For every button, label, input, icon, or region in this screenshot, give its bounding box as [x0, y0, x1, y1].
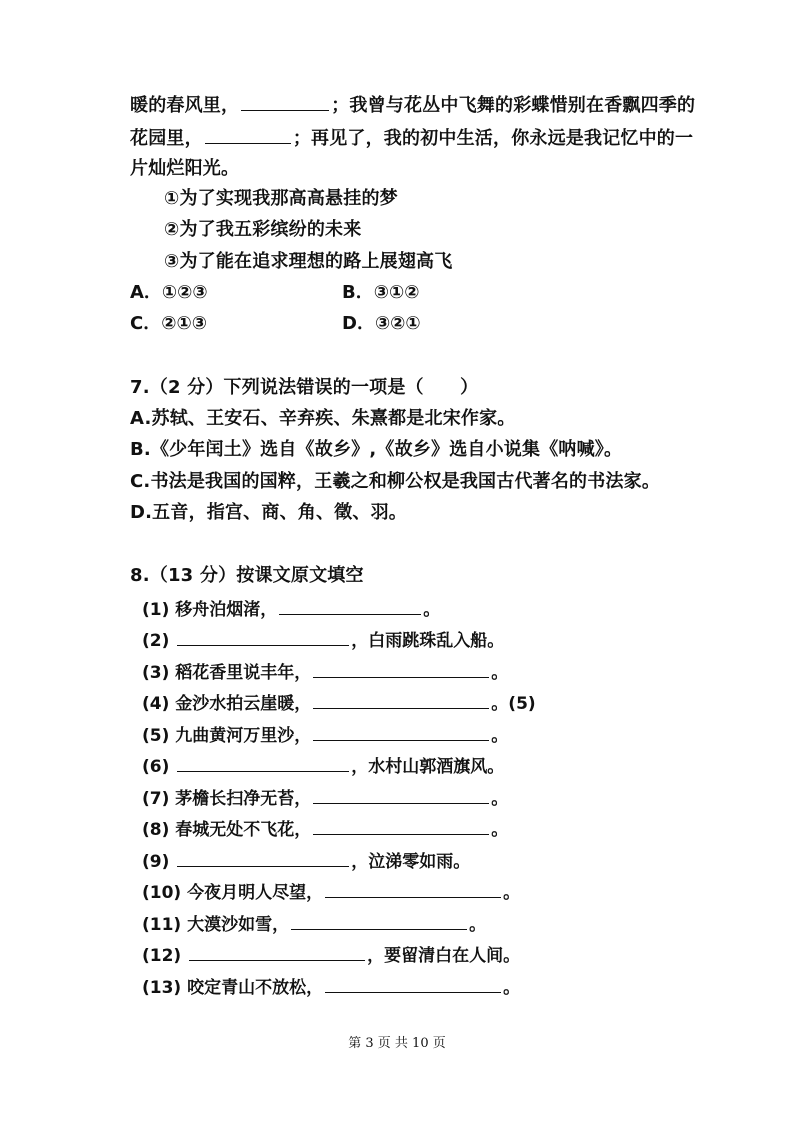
q8-item-suffix: 。: [423, 600, 441, 620]
q8-item-suffix: 。: [491, 726, 509, 746]
fill-blank[interactable]: [313, 722, 489, 741]
q6-option-d[interactable]: D．③②①: [342, 313, 421, 334]
q8-item: [142, 942, 520, 968]
q7-option-a[interactable]: A.苏轼、王安石、辛弃疾、朱熹都是北宋作家。: [130, 408, 516, 429]
q8-item: [142, 879, 520, 905]
fill-blank[interactable]: [177, 627, 349, 646]
q8-item-suffix: 。(5): [491, 694, 536, 714]
fill-blank[interactable]: [241, 92, 329, 111]
sentence-3: ③为了能在追求理想的路上展翅高飞: [164, 251, 453, 272]
q7-stem: 7.（2 分）下列说法错误的一项是（ ）: [130, 377, 479, 398]
q8-item-number: (9): [142, 852, 176, 872]
passage-text: 暖的春风里，: [130, 95, 240, 116]
q8-item-suffix: ，水村山郭酒旗风。: [351, 757, 505, 777]
q7-option-d[interactable]: D.五音，指宫、商、角、徵、羽。: [130, 502, 407, 523]
fill-blank[interactable]: [313, 816, 489, 835]
q8-item-suffix: 。: [503, 883, 521, 903]
fill-blank[interactable]: [177, 848, 349, 867]
q7-option-b[interactable]: B.《少年闰土》选自《故乡》,《故乡》选自小说集《呐喊》。: [130, 439, 623, 460]
q8-item-suffix: 。: [491, 820, 509, 840]
q8-item-number: (1): [142, 600, 176, 620]
fill-blank[interactable]: [279, 596, 421, 615]
q8-item-number: (10): [142, 883, 188, 903]
fill-blank[interactable]: [189, 942, 365, 961]
q8-item-prompt: 金沙水拍云崖暖，: [175, 694, 312, 714]
q8-item-number: (4): [142, 694, 176, 714]
passage-text: ；再见了，我的初中生活，你永远是我记忆中的一: [292, 128, 694, 149]
q6-option-c[interactable]: C．②①③: [130, 313, 207, 334]
fill-blank[interactable]: [313, 659, 489, 678]
q8-item-prompt: 移舟泊烟渚，: [175, 600, 278, 620]
passage-line-1: [130, 92, 695, 118]
q8-item-prompt: 咬定青山不放松，: [187, 978, 324, 998]
passage-line-2: [130, 125, 693, 151]
q8-item-suffix: 。: [503, 978, 521, 998]
q8-item-prompt: 稻花香里说丰年，: [175, 663, 312, 683]
q6-option-a[interactable]: A．①②③: [130, 282, 208, 303]
page-footer: 第 3 页 共 10 页: [348, 1036, 446, 1051]
q8-item: [142, 816, 508, 842]
q8-item: [142, 911, 486, 937]
q6-option-b[interactable]: B．③①②: [342, 282, 420, 303]
q8-item-number: (5): [142, 726, 176, 746]
q8-item: [142, 848, 470, 874]
passage-line-3: 片灿烂阳光。: [130, 158, 240, 179]
fill-blank[interactable]: [177, 753, 349, 772]
q8-item-prompt: 今夜月明人尽望，: [187, 883, 324, 903]
q8-item-number: (6): [142, 757, 176, 777]
sentence-1: ①为了实现我那高高悬挂的梦: [164, 188, 398, 209]
q8-item-suffix: ，白雨跳珠乱入船。: [351, 631, 505, 651]
q8-item-number: (7): [142, 789, 176, 809]
fill-blank[interactable]: [325, 879, 501, 898]
q8-item-suffix: 。: [491, 789, 509, 809]
fill-blank[interactable]: [313, 690, 489, 709]
q8-item-number: (2): [142, 631, 176, 651]
q8-item-suffix: 。: [469, 915, 487, 935]
fill-blank[interactable]: [313, 785, 489, 804]
q8-item: [142, 722, 508, 748]
sentence-2: ②为了我五彩缤纷的未来: [164, 219, 362, 240]
q8-item-number: (3): [142, 663, 176, 683]
q8-item: [142, 627, 504, 653]
q8-item-prompt: 九曲黄河万里沙，: [175, 726, 312, 746]
fill-blank[interactable]: [205, 125, 291, 144]
q8-item-prompt: 茅檐长扫净无苔，: [175, 789, 312, 809]
q8-item-prompt: 大漠沙如雪，: [187, 915, 290, 935]
q8-item-number: (12): [142, 946, 188, 966]
q8-item: [142, 690, 536, 716]
fill-blank[interactable]: [291, 911, 467, 930]
q8-item-number: (11): [142, 915, 188, 935]
q8-item: [142, 596, 440, 622]
q8-item-prompt: 春城无处不飞花，: [175, 820, 312, 840]
q7-option-c[interactable]: C.书法是我国的国粹，王羲之和柳公权是我国古代著名的书法家。: [130, 471, 661, 492]
q8-item-number: (8): [142, 820, 176, 840]
q8-item-number: (13): [142, 978, 188, 998]
q8-item: [142, 974, 520, 1000]
passage-text: 花园里，: [130, 128, 203, 149]
q8-item-suffix: ，要留清白在人间。: [367, 946, 521, 966]
q8-item-suffix: 。: [491, 663, 509, 683]
passage-text: ；我曾与花丛中飞舞的彩蝶惜别在香飘四季的: [331, 95, 696, 116]
fill-blank[interactable]: [325, 974, 501, 993]
q8-item: [142, 753, 504, 779]
q8-item: [142, 659, 508, 685]
q8-item: [142, 785, 508, 811]
q8-item-suffix: ，泣涕零如雨。: [351, 852, 471, 872]
q8-stem: 8.（13 分）按课文原文填空: [130, 565, 364, 586]
